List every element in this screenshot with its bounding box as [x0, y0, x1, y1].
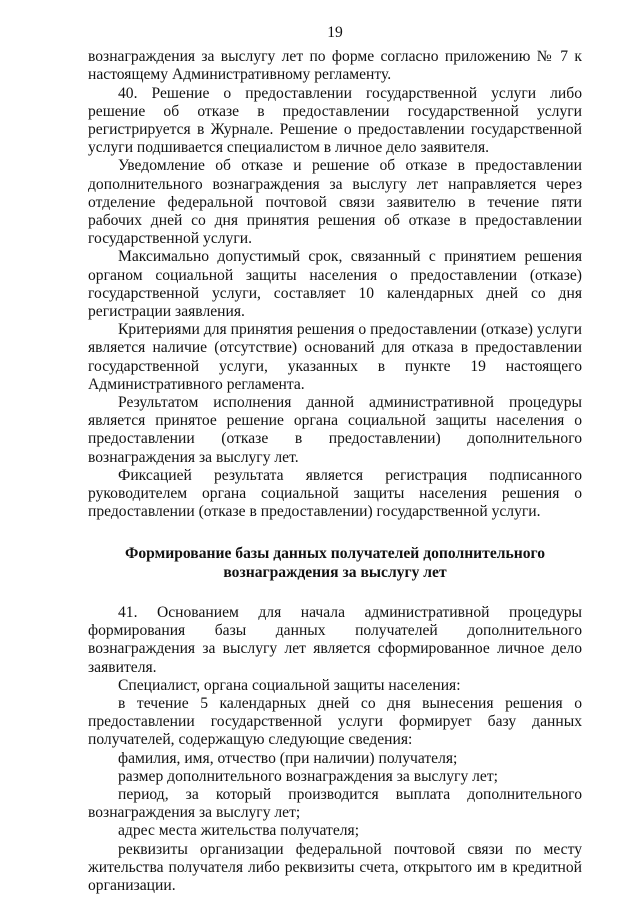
paragraph-max-term: Максимально допустимый срок, связанный с принятием решения органом социальной защиты населения о предоставлении (отказе) государственной услуги, составляет 10 календарных дней со дня регистрации заявления. [88, 248, 582, 321]
section-heading-line-1: Формирование базы данных получателей дополнительного [124, 545, 546, 563]
paragraph-continuation: вознаграждения за выслугу лет по форме согласно приложению № 7 к настоящему Административному регламенту. [88, 48, 582, 84]
list-item-period: период, за который производится выплата дополнительного вознаграждения за выслугу лет; [88, 785, 582, 822]
paragraph-criteria: Критериями для принятия решения о предоставлении (отказе) услуги является наличие (отсутствие) оснований для отказа в предоставлении государственной услуги, указанных в пункте 19 настоящего Административного регламента. [88, 321, 582, 393]
paragraph-specialist: Специалист, органа социальной защиты населения: [118, 676, 461, 694]
paragraph-refusal-notice: Уведомление об отказе и решение об отказе в предоставлении дополнительного вознаграждения за выслугу лет направляется через отделение федеральной почтовой связи заявителю в течение пяти рабочих дней со дня принятия решения об отказе в предоставлении государственной услуги. [88, 157, 582, 248]
document-page [88, 24, 582, 895]
paragraph-fixation: Фиксацией результата является регистрация подписанного руководителем органа социальной защиты населения решения о предоставлении (отказе в предоставлении) государственной услуги. [88, 466, 582, 521]
page-number: 19 [327, 24, 343, 41]
paragraph-database-formation: в течение 5 календарных дней со дня вынесения решения о предоставлении государственной услуги формирует базу данных получателей, содержащую следующие сведения: [88, 694, 582, 749]
list-item-bank-details: реквизиты организации федеральной почтовой связи по месту жительства получателя либо реквизиты счета, открытого им в кредитной организации. [88, 840, 582, 894]
section-heading-line-2: вознаграждения за выслугу лет [223, 563, 447, 581]
section-heading [88, 545, 582, 581]
list-item-address: адрес места жительства получателя; [118, 822, 360, 840]
paragraph-result: Результатом исполнения данной административной процедуры является принятое решение органа социальной защиты населения о предоставлении (отказе в предоставлении) дополнительного вознаграждения за выслугу лет. [88, 394, 582, 466]
list-item-amount: размер дополнительного вознаграждения за выслугу лет; [118, 767, 498, 785]
paragraph-item-41: 41. Основанием для начала административной процедуры формирования базы данных получателей дополнительного вознаграждения за выслугу лет является сформированное личное дело заявителя. [88, 603, 582, 676]
list-item-full-name: фамилия, имя, отчество (при наличии) получателя; [118, 749, 458, 767]
paragraph-item-40: 40. Решение о предоставлении государственной услуги либо решение об отказе в предоставлении государственной услуги регистрируется в Журнале. Решение о предоставлении государственной услуги подшивается специалистом в личное дело заявителя. [88, 84, 582, 157]
